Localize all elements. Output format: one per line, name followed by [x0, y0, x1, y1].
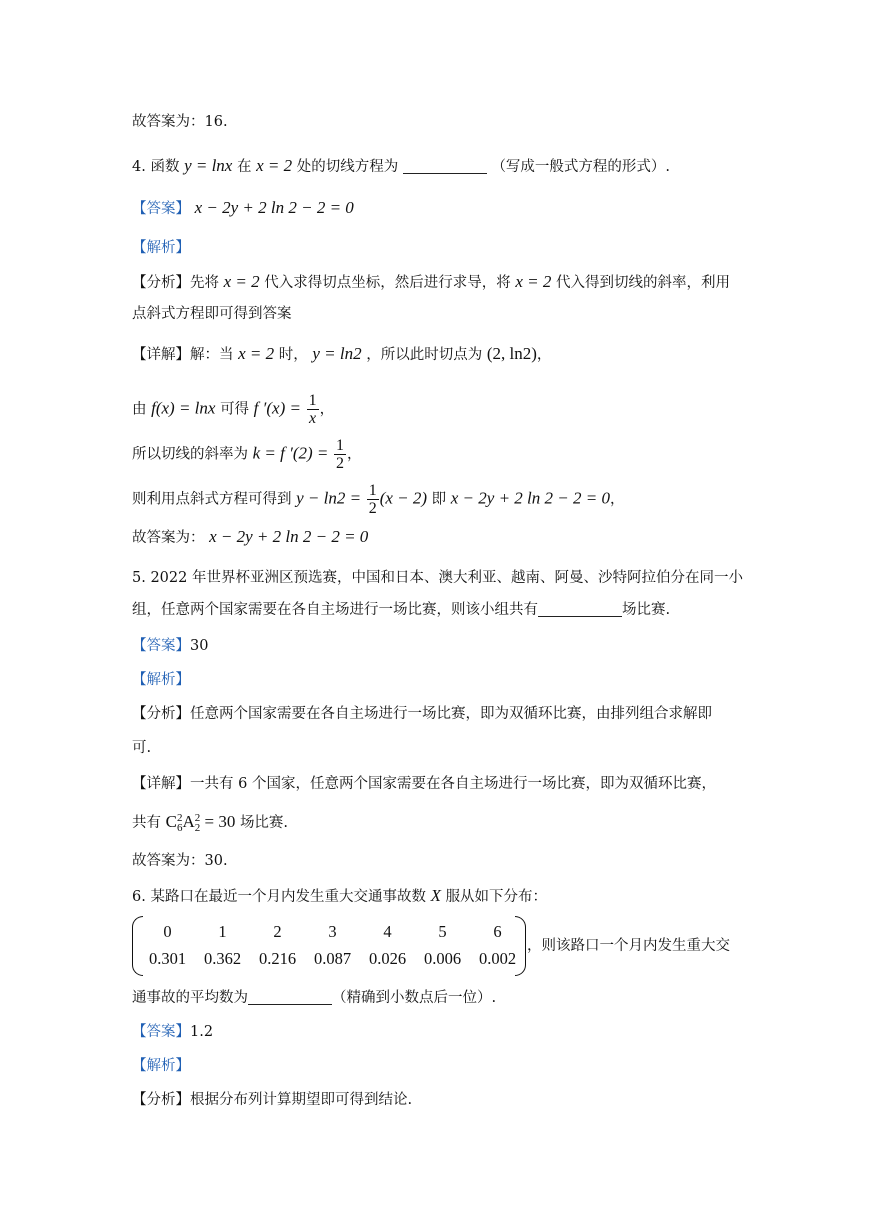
fenxi-label: 【分析】 — [132, 706, 190, 722]
q4-d1-b: 时， — [278, 347, 308, 363]
analysis-label: 【解析】 — [132, 1058, 190, 1074]
q4-detail-line4: 则利用点斜式方程可得到 y − ln2 = $\frac{1}{2}$ (x − 2) 即 x − 2y + 2 ln 2 − 2 = 0， — [132, 482, 625, 517]
q5-detail-line2 — [132, 812, 288, 833]
detail-label: 【详解】 — [132, 776, 190, 792]
q4-fenxi-line1 — [132, 272, 730, 293]
prob-cell: 0.216 — [258, 949, 297, 968]
fraction-1-over-2: $\frac{1}{2}$ — [335, 437, 344, 472]
q4-d1-a: 解：当 — [190, 347, 234, 363]
answer-label: 【答案】 — [132, 638, 190, 654]
q4-detail-line3: 所以切线的斜率为 k = f ′(2) = $\frac{1}{2}$ ， — [132, 437, 362, 472]
value-cell: 5 — [438, 922, 447, 941]
values-row — [140, 918, 525, 945]
q4-detail-line2: 由 f(x) = lnx 可得 f ′(x) = $\frac{1}{x}$ ， — [132, 392, 335, 427]
fenxi-label: 【分析】 — [132, 1092, 190, 1108]
answer-blank — [538, 616, 622, 617]
math-y-ln2: y = ln2 — [312, 344, 362, 363]
q6-fenxi — [132, 1090, 412, 1110]
q6-text-a: 6. 某路口在最近一个月内发生重大交通事故数 — [132, 889, 426, 905]
prev-answer: 故答案为：16. — [132, 114, 228, 130]
q4-fx-b: 代入求得切点坐标，然后进行求导，将 — [264, 275, 511, 291]
math-k: k = f ′(2) = — [252, 443, 329, 463]
math-general: x − 2y + 2 ln 2 − 2 = 0 — [450, 488, 610, 508]
math-y-lnx: y = lnx — [184, 156, 233, 175]
question-5-line2 — [132, 600, 670, 620]
q5-text-a: 组，任意两个国家需要在各自主场进行一场比赛，则该小组共有 — [132, 602, 538, 618]
q4-number: 4. 函数 — [132, 159, 180, 175]
math-point: (2, ln2) — [486, 344, 537, 363]
prob-cell: 0.006 — [423, 949, 462, 968]
question-4 — [132, 156, 670, 177]
distribution-matrix — [132, 916, 526, 976]
q5-fenxi-line2: 可. — [132, 740, 152, 756]
prob-cell: 0.026 — [368, 949, 407, 968]
q4-text-a: 在 — [236, 159, 252, 175]
q5-detail-line1 — [132, 774, 716, 794]
answer-label: 【答案】 — [132, 1024, 190, 1040]
q4-d2-b: 可得 — [220, 401, 250, 418]
math-combination: C 2 6 A 2 2 = 30 — [165, 812, 236, 835]
question-6-line2: ，则该路口一个月内发生重大交 — [527, 938, 730, 954]
q5-answer-value: 30 — [190, 638, 209, 654]
q5-fx-text: 任意两个国家需要在各自主场进行一场比赛，即为双循环比赛，由排列组合求解即 — [190, 706, 712, 722]
math-fprime: f ′(x) = — [253, 398, 301, 418]
math-tangent-rhs: (x − 2) — [379, 488, 428, 508]
detail-label: 【详解】 — [132, 347, 190, 363]
fraction-1-over-x: $\frac{1}{x}$ — [308, 392, 317, 427]
q5-d2-a: 共有 — [132, 815, 161, 831]
question-6-line1 — [132, 886, 547, 907]
answer-blank — [403, 173, 487, 174]
q5-fenxi-line1 — [132, 704, 712, 724]
question-6-line3 — [132, 988, 496, 1008]
math-x-2: x = 2 — [515, 272, 552, 291]
prob-cell: 0.362 — [203, 949, 242, 968]
q4-fx-a: 先将 — [190, 275, 219, 291]
right-parenthesis — [515, 916, 526, 976]
q6-text-d: （精确到小数点后一位）. — [332, 990, 497, 1006]
math-X: X — [430, 886, 441, 905]
value-cell: 6 — [493, 922, 502, 941]
math-x-2: x = 2 — [256, 156, 293, 175]
q4-text-b: 处的切线方程为 — [296, 159, 399, 175]
analysis-label: 【解析】 — [132, 240, 190, 256]
prob-cell: 0.002 — [478, 949, 517, 968]
q4-d3-a: 所以切线的斜率为 — [132, 446, 248, 463]
value-cell: 1 — [218, 922, 227, 941]
q4-final — [132, 527, 368, 548]
probs-row — [140, 945, 525, 972]
q4-text-c: （写成一般式方程的形式）. — [491, 159, 671, 175]
math-fx: f(x) = lnx — [151, 398, 216, 418]
q5-d1-text: 一共有 6 个国家，任意两个国家需要在各自主场进行一场比赛，即为双循环比赛， — [190, 776, 716, 792]
q4-answer-value: x − 2y + 2 ln 2 − 2 = 0 — [194, 198, 354, 217]
q4-d2-a: 由 — [132, 401, 147, 418]
q6-fx-text: 根据分布列计算期望即可得到结论. — [190, 1092, 413, 1108]
q4-fx-c: 代入得到切线的斜率，利用 — [556, 275, 730, 291]
answer-label: 【答案】 — [132, 201, 190, 217]
question-5-line1: 5. 2022 年世界杯亚洲区预选赛，中国和日本、澳大利亚、越南、阿曼、沙特阿拉伯分在同一小 — [132, 570, 743, 586]
q5-answer — [132, 636, 208, 656]
q6-answer — [132, 1022, 213, 1042]
math-x-2: x = 2 — [238, 344, 275, 363]
value-cell: 3 — [328, 922, 337, 941]
q6-answer-value: 1.2 — [190, 1024, 214, 1040]
fraction-1-over-2: $\frac{1}{2}$ — [368, 482, 377, 517]
q5-text-b: 场比赛. — [622, 602, 671, 618]
answer-blank — [248, 1004, 332, 1005]
q6-text-b: 服从如下分布： — [445, 889, 548, 905]
q4-d4-b: 即 — [431, 491, 447, 508]
q4-answer — [132, 198, 354, 219]
q4-d4-a: 则利用点斜式方程可得到 — [132, 491, 292, 508]
value-cell: 0 — [163, 922, 172, 941]
value-cell: 2 — [273, 922, 282, 941]
q4-fenxi-line2: 点斜式方程即可得到答案 — [132, 306, 292, 322]
analysis-label: 【解析】 — [132, 672, 190, 688]
q5-final: 故答案为：30. — [132, 853, 228, 869]
fenxi-label: 【分析】 — [132, 275, 190, 291]
math-general: x − 2y + 2 ln 2 − 2 = 0 — [209, 527, 369, 546]
math-x-2: x = 2 — [223, 272, 260, 291]
value-cell: 4 — [383, 922, 392, 941]
distribution-table — [140, 918, 525, 972]
q6-text-c: 通事故的平均数为 — [132, 990, 248, 1006]
prob-cell: 0.301 — [148, 949, 187, 968]
q4-detail-line1: 【详解】解：当 x = 2 时， y = ln2 ，所以此时切点为 (2, ln2)， — [132, 344, 552, 363]
math-tangent-lhs: y − ln2 = — [296, 488, 362, 508]
q5-d2-b: 场比赛. — [239, 815, 289, 831]
q4-d1-c: ，所以此时切点为 — [366, 347, 483, 363]
prob-cell: 0.087 — [313, 949, 352, 968]
q4-final-label: 故答案为： — [132, 530, 205, 546]
